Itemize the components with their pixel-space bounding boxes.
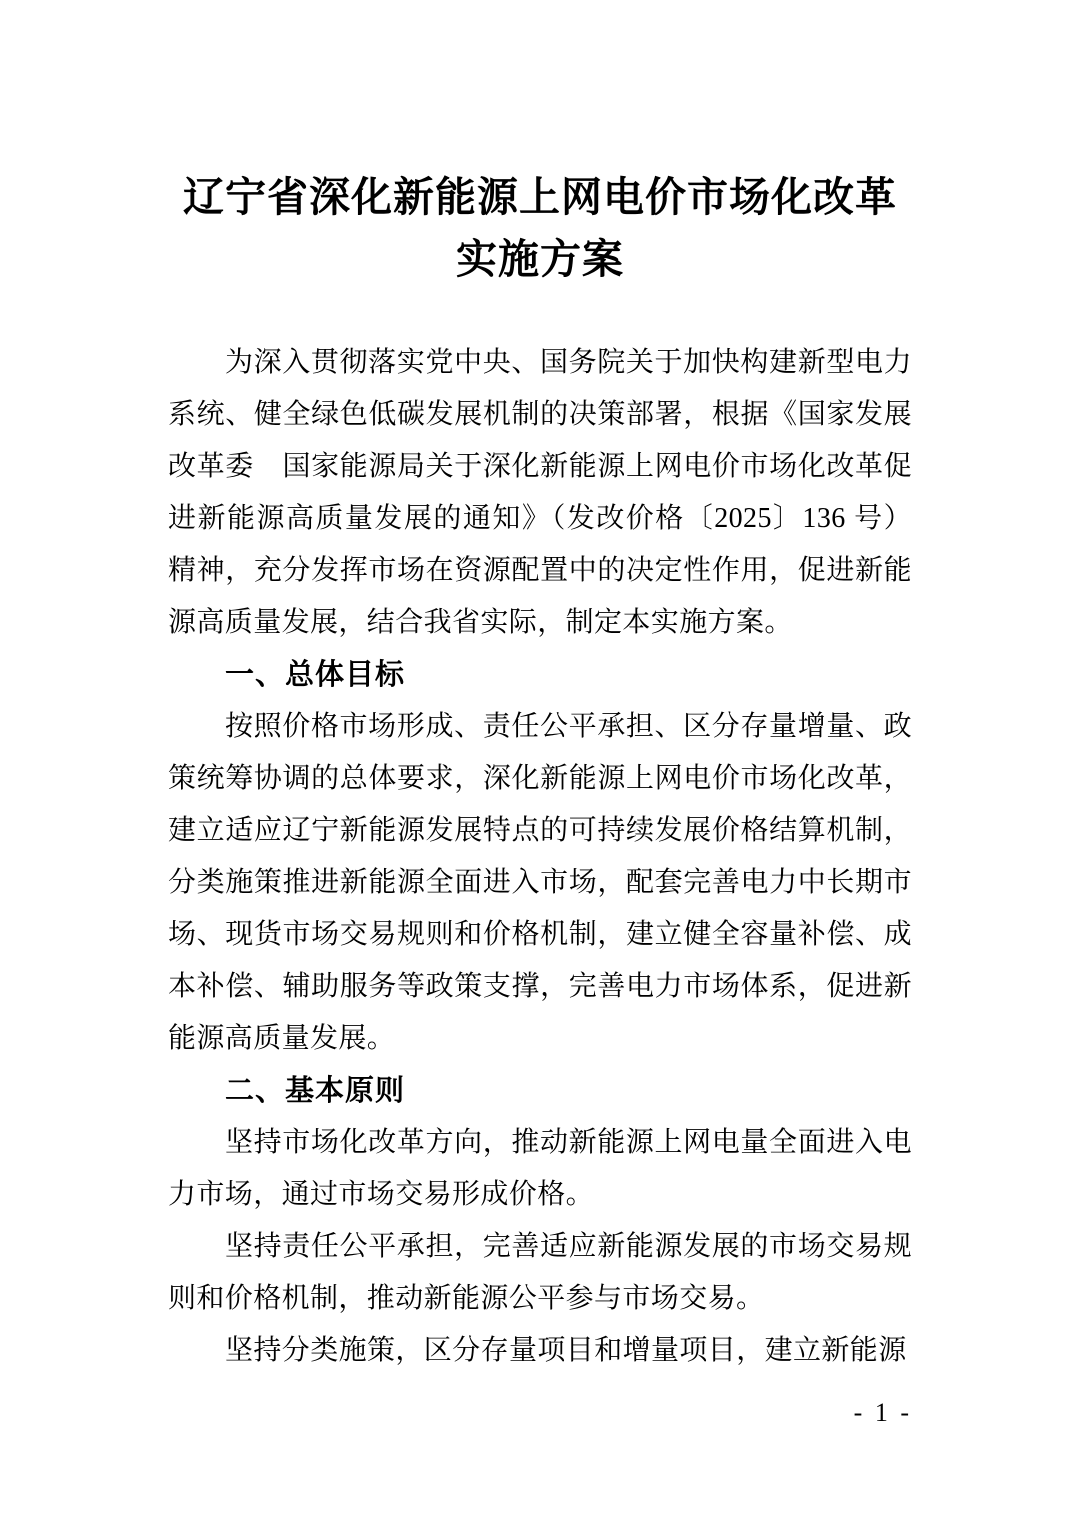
heading-overall-goals: 一、总体目标 <box>225 659 406 691</box>
paragraph-principle-responsibility: 坚持责任公平承担，完善适应新能源发展的市场交易规则和价格机制，推动新能源公平参与市场交易。 <box>168 1231 912 1314</box>
document-title-line1: 辽宁省深化新能源上网电价市场化改革 <box>183 174 897 220</box>
heading-basic-principles: 二、基本原则 <box>225 1075 406 1107</box>
paragraph-intro: 为深入贯彻落实党中央、国务院关于加快构建新型电力系统、健全绿色低碳发展机制的决策部署，根据《国家发展改革委 国家能源局关于深化新能源上网电价市场化改革促进新能源高质量发展的通知》（发改价格〔2025〕136 号）精神，充分发挥市场在资源配置中的决定性作用，促进新能源高质量发展，结合我省实际，制定本实施方案。 <box>168 347 912 638</box>
paragraph-principle-classification: 坚持分类施策，区分存量项目和增量项目，建立新能源 <box>225 1335 907 1366</box>
paragraph-overall-goals: 按照价格市场形成、责任公平承担、区分存量增量、政策统筹协调的总体要求，深化新能源上网电价市场化改革，建立适应辽宁新能源发展特点的可持续发展价格结算机制，分类施策推进新能源全面进入市场，配套完善电力中长期市场、现货市场交易规则和价格机制，建立健全容量补偿、成本补偿、辅助服务等政策支撑，完善电力市场体系，促进新能源高质量发展。 <box>168 711 912 1054</box>
paragraph-principle-market: 坚持市场化改革方向，推动新能源上网电量全面进入电力市场，通过市场交易形成价格。 <box>168 1127 912 1210</box>
document-title <box>0 166 1080 290</box>
document-title-line2: 实施方案 <box>456 236 624 282</box>
page-number: - 1 - <box>853 1398 912 1427</box>
document-body <box>168 337 912 1377</box>
